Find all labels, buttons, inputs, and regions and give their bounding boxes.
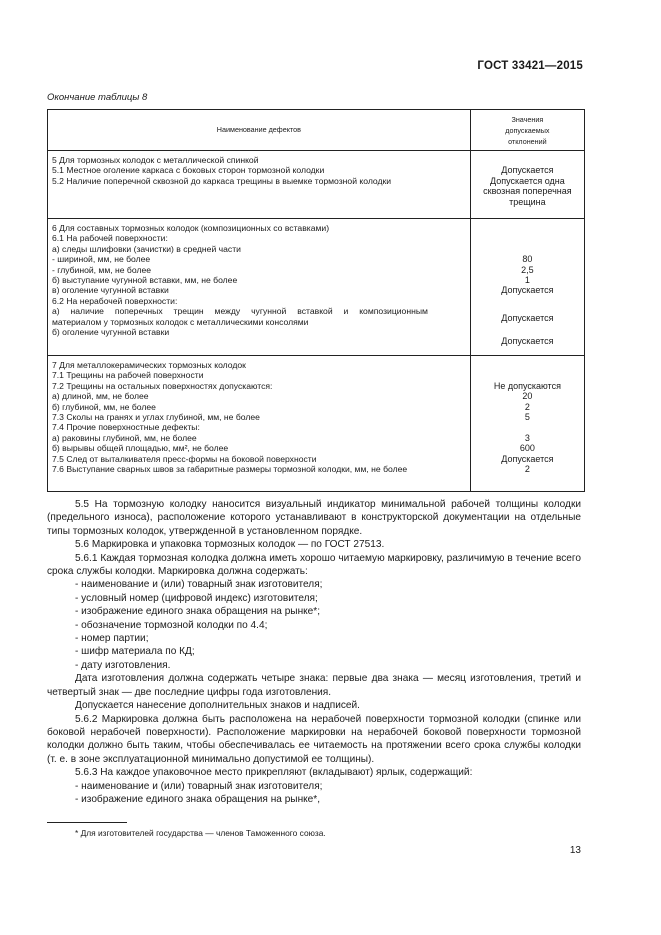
list-item: - номер партии; [75,633,149,645]
defect-line: а) следы шлифовки (зачистки) в средней части [52,243,241,254]
value-line: 20 [522,391,533,402]
value-line [475,244,580,254]
defect-line: 5.1 Местное оголение каркаса с боковых сторон тормозной колодки [52,165,325,176]
defect-line: 7.1 Трещины на рабочей поверхности [52,370,204,381]
value-line [475,155,580,165]
value-line [475,360,580,370]
defect-line: 7.5 След от выталкивателя пресс-формы на боковой поверхности [52,453,317,464]
col-header-values-line: допускаемых [505,125,550,135]
defect-line: 7 Для металлокерамических тормозных колодок [52,360,246,370]
defect-line: б) оголение чугунной вставки [52,326,170,337]
value-line: 1 [524,274,530,285]
page-number: 13 [569,845,581,856]
value-line: сквозная поперечная [483,186,572,197]
paragraph-5-6-3: 5.6.3 На каждое упаковочное место прикрепляют (вкладывают) ярлык, содержащий: [75,767,473,779]
list-item: - изображение единого знака обращения на рынке*; [75,606,321,618]
value-line [475,306,580,313]
value-line: Допускается [501,165,554,176]
value-line: Не допускаются [493,380,561,391]
paragraph-5-6: 5.6 Маркировка и упаковка тормозных колодок — по ГОСТ 27513. [75,539,385,551]
defects-table [47,109,585,492]
values-cell [470,356,584,492]
defect-line: а) раковины глубиной, мм, не более [52,432,197,443]
defect-line: 5.2 Наличие поперечной сквозной до каркаса трещины в выемке тормозной колодки [52,175,392,186]
defect-line: - шириной, мм, не более [52,254,151,265]
values-cell [470,219,584,356]
value-line: 2 [524,463,530,474]
defect-line: 7.3 Сколы на гранях и углах глубиной, мм, не более [52,411,260,422]
defect-line: 5 Для тормозных колодок с металлической спинкой [52,155,259,165]
list-item: - наименование и (или) товарный знак изготовителя; [75,579,323,591]
value-line: Допускается [501,285,554,296]
defect-line: 6.1 На рабочей поверхности: [52,233,168,244]
standard-designation: ГОСТ 33421—2015 [477,60,583,72]
value-line: 600 [519,443,535,454]
value-line: 2,5 [521,264,534,275]
value-line: Допускается [501,453,554,464]
paragraph-5-6-2: 5.6.2 Маркировка должна быть расположена на нерабочей поверхности тормозной колодки (спинке или боковой нерабочей поверхности). Расположение маркировки на нерабочей боковой поверхности тормозной колодки должно быть таким, чтобы обеспечивалась ее читаемость на протяжении всего срока службы колодки (т. е. в зоне эксплуатационной минимально допустимой ее толщины). [47,713,581,765]
table-row-section-7 [48,356,585,492]
defect-line: б) глубиной, мм, не более [52,401,156,412]
list-item: - изображение единого знака обращения на рынке*, [75,793,321,805]
list-item: - шифр материала по КД; [75,646,195,658]
value-line: трещина [509,196,546,207]
paragraph-date-format: Дата изготовления должна содержать четыре знака: первые два знака — месяц изготовления, третий и четвертый знак — две последние цифры года изготовления. [47,673,581,698]
list-item: - дату изготовления. [75,659,171,671]
col-header-values-line: отклонений [508,136,547,146]
value-line: Допускается [501,335,554,346]
footnote-divider [47,822,127,823]
table-row-section-5 [48,151,585,219]
list-item: - обозначение тормозной колодки по 4.4; [75,619,268,631]
col-header-values-line: Значения [511,114,544,124]
table-caption: Окончание таблицы 8 [47,92,148,103]
value-line: 5 [524,411,530,422]
defect-line: материалом у тормозных колодок с металлическими консолями [52,316,309,327]
defect-line: 6 Для составных тормозных колодок (композиционных со вставками) [52,223,330,233]
value-line [475,233,580,243]
defect-line: а) наличие поперечных трещин между чугунной вставкой и композиционным [52,306,428,317]
col-header-values [470,110,584,151]
value-line [475,370,580,380]
defect-line: а) длиной, мм, не более [52,391,149,402]
value-line [475,223,580,233]
paragraph-additional-marks: Допускается нанесение дополнительных знаков и надписей. [75,700,360,712]
defects-cell [48,219,471,356]
footnote: * Для изготовителей государства — членов Таможенного союза. [75,828,326,838]
defect-line: - глубиной, мм, не более [52,264,152,275]
defect-line: б) вырывы общей площадью, мм², не более [52,443,229,454]
value-line [475,324,580,336]
values-cell [470,151,584,219]
list-item: - условный номер (цифровой индекс) изготовителя; [75,592,318,604]
defect-line: 7.6 Выступание сварных швов за габаритные размеры тормозной колодки, мм, не более [52,463,408,474]
value-line: Допускается одна [490,175,565,186]
body-text [47,498,581,806]
value-line: 3 [524,432,530,443]
defects-cell [48,151,471,219]
list-item: - наименование и (или) товарный знак изготовителя; [75,780,323,792]
col-header-defects: Наименование дефектов [48,110,471,151]
defects-cell [48,356,471,492]
defect-line: 6.2 На нерабочей поверхности: [52,295,178,306]
table-row-section-6 [48,219,585,356]
paragraph-5-6-1: 5.6.1 Каждая тормозная колодка должна иметь хорошо читаемую маркировку, различимую в течение всего срока службы колодки. Маркировка должна содержать: [47,552,581,578]
value-line [475,422,580,432]
defect-line: в) оголение чугунной вставки [52,285,169,296]
value-line: 2 [524,401,530,412]
value-line [475,296,580,306]
defect-line: б) выступание чугунной вставки, мм, не более [52,274,238,285]
paragraph-5-5: 5.5 На тормозную колодку наносится визуальный индикатор минимальной рабочей толщины колодки (предельного износа), расположение которого устанавливают в конструкторской документации на отдельные типы тормозных колодок, утвержденной в установленном порядке. [47,499,581,537]
defect-line: 7.2 Трещины на остальных поверхностях допускаются: [52,380,273,391]
table-header-row [48,110,585,151]
value-line: 80 [522,254,533,265]
value-line: Допускается [501,313,554,324]
defect-line: 7.4 Прочие поверхностные дефекты: [52,422,200,433]
